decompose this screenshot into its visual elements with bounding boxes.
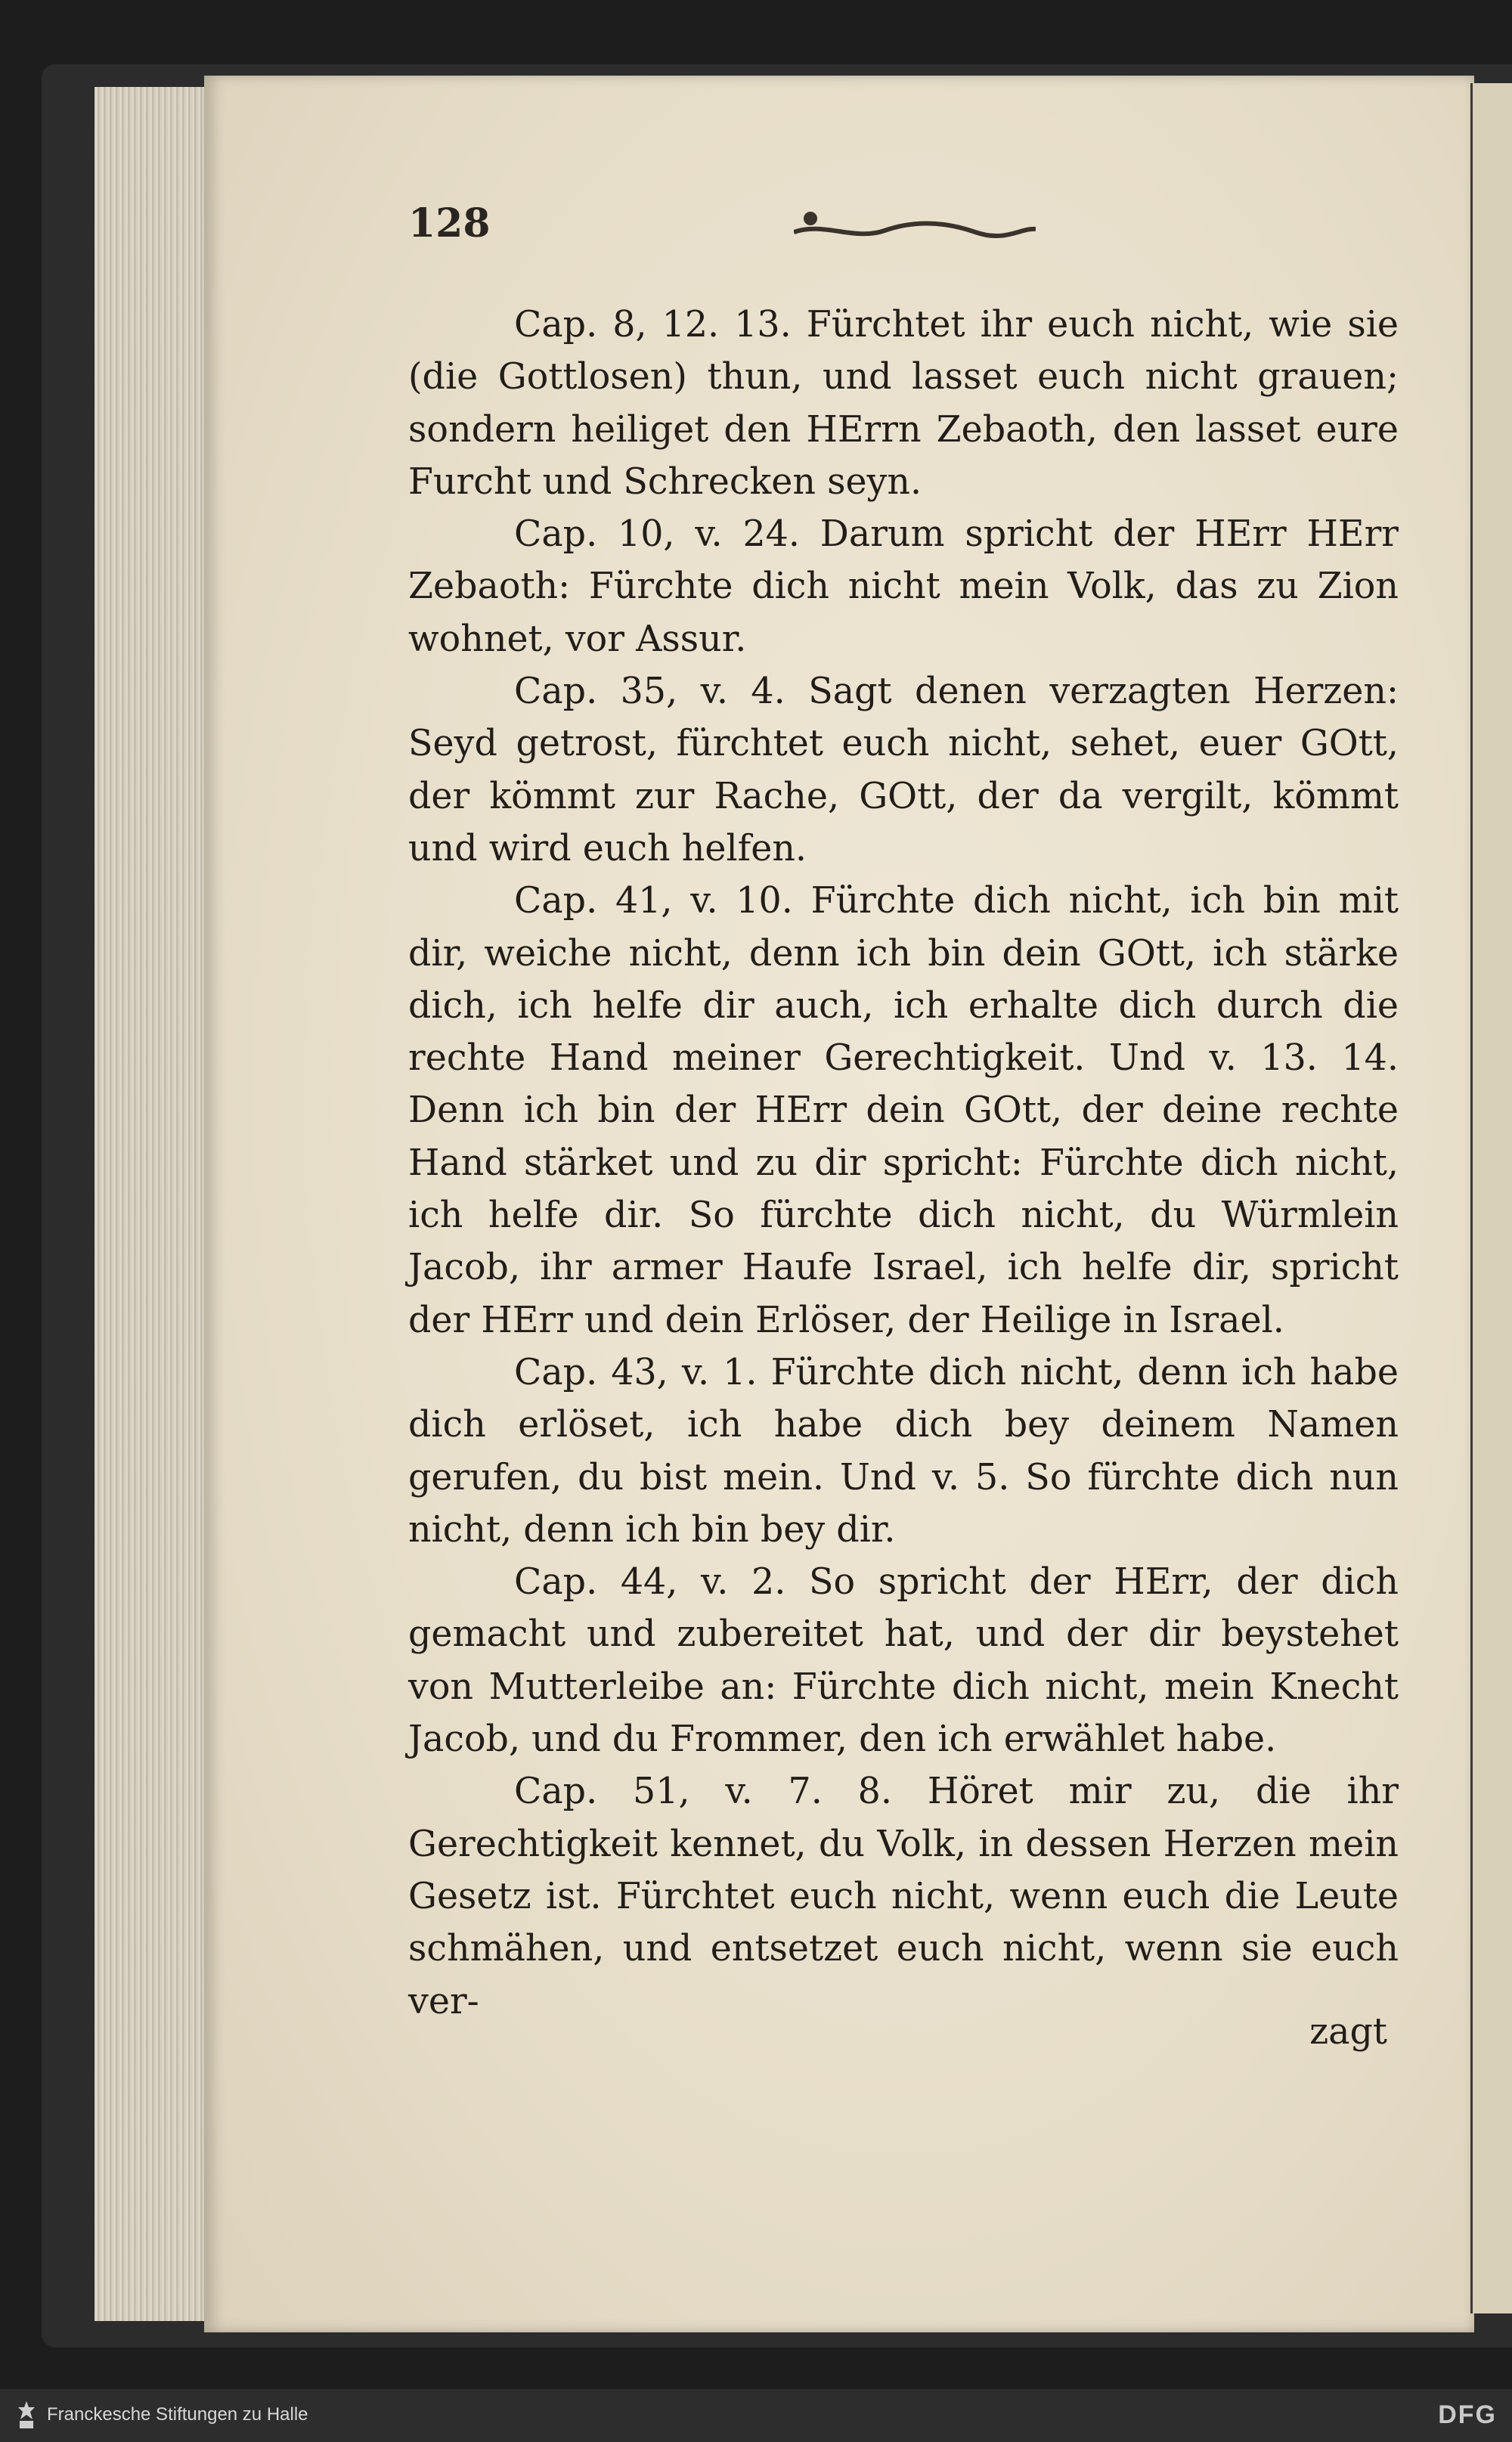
paragraph-cap-44: Cap. 44, v. 2. So spricht der HErr, der dich gemacht und zubereitet hat, und der dir beystehet von Mutterleibe an: Fürchte dich nicht, mein Knecht Jacob, und du Frommer, den ich erwählet habe. bbox=[408, 1561, 1399, 1761]
francke-crest-icon bbox=[14, 2400, 39, 2431]
paragraph-cap-35: Cap. 35, v. 4. Sagt denen verzagten Herzen: Seyd getrost, fürchtet euch nicht, sehet, euer GOtt, der kömmt zur Rache, GOtt, der da vergilt, kömmt und wird euch helfen. bbox=[408, 671, 1399, 869]
paragraph-cap-43: Cap. 43, v. 1. Fürchte dich nicht, denn ich habe dich erlöset, ich habe dich bey deinem Namen gerufen, du bist mein. Und v. 5. So fürchte dich nun nicht, denn ich bin bey dir. bbox=[408, 1351, 1399, 1551]
footer-dfg-logo: DFG bbox=[1438, 2400, 1497, 2429]
facing-page-edge bbox=[1470, 83, 1512, 2313]
paragraph-cap-51: Cap. 51, v. 7. 8. Höret mir zu, die ihr Gerechtigkeit kennet, du Volk, in dessen Herzen mein Gesetz ist. Fürchtet euch nicht, wenn euch die Leute schmähen, und entsetzet euch nicht, wenn sie euch ver- bbox=[408, 1771, 1399, 2022]
catchword: zagt bbox=[1309, 2011, 1387, 2053]
paragraph-cap-41: Cap. 41, v. 10. Fürchte dich nicht, ich bin mit dir, weiche nicht, denn ich bin dein GOtt, ich stärke dich, ich helfe dir auch, ich erhalte dich durch die rechte Hand meiner Gerechtigkeit. Und v. 13. 14. Denn ich bin der HErr dein GOtt, der deine rechte Hand stärket und zu dir spricht: Fürchte dich nicht, ich helfe dir. So fürchte dich nicht, du Würmlein Jacob, ihr armer Haufe Israel, ich helfe dir, spricht der HErr und dein Erlöser, der Heilige in Israel. bbox=[408, 880, 1399, 1341]
footer-institution: Franckesche Stiftungen zu Halle bbox=[47, 2404, 308, 2425]
page-header bbox=[408, 200, 1391, 261]
page-edges bbox=[94, 87, 208, 2321]
footer-bar bbox=[0, 2389, 1512, 2442]
paragraph-cap-8: Cap. 8, 12. 13. Fürchtet ihr euch nicht, wie sie (die Gottlosen) thun, und lasset euch nicht grauen; sondern heiliget den HErrn Zebaoth, den lasset eure Furcht und Schrecken seyn. bbox=[408, 304, 1399, 503]
page-number: 128 bbox=[408, 200, 491, 246]
paragraph-cap-10: Cap. 10, v. 24. Darum spricht der HErr HErr Zebaoth: Fürchte dich nicht mein Volk, das zu Zion wohnet, vor Assur. bbox=[408, 513, 1399, 660]
header-ornament-icon bbox=[794, 208, 1036, 246]
body-text bbox=[408, 299, 1399, 2028]
